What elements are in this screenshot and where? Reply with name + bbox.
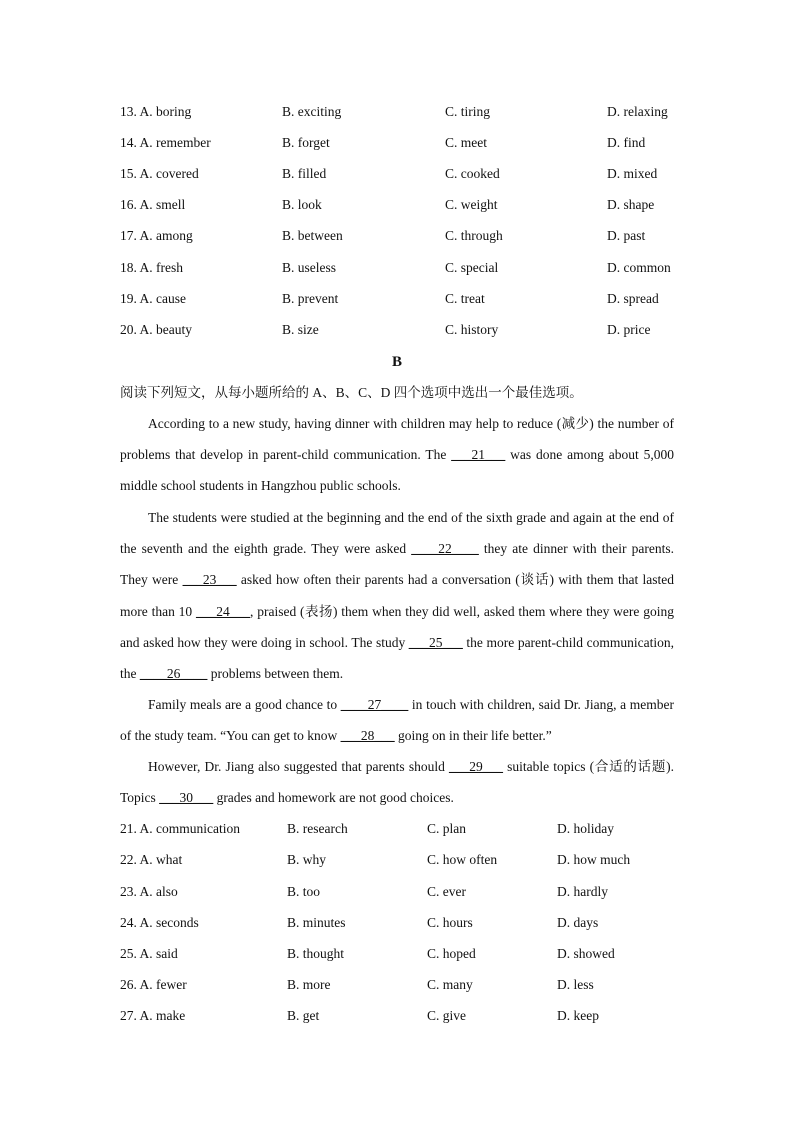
passage-paragraph-4 <box>120 751 674 813</box>
option-b: B. forget <box>282 135 330 150</box>
option-a: 19. A. cause <box>120 291 186 306</box>
section-title: B <box>391 354 402 370</box>
option-d: D. hardly <box>557 884 608 899</box>
option-c: C. weight <box>445 197 498 212</box>
option-d: D. shape <box>607 197 655 212</box>
option-d: D. holiday <box>557 821 614 836</box>
passage-paragraph-3 <box>120 689 674 751</box>
option-c: C. meet <box>445 135 487 150</box>
question-16-options <box>0 195 794 215</box>
option-d: D. relaxing <box>607 104 668 119</box>
blank-25: ___25___ <box>408 634 463 650</box>
question-13-options <box>0 102 794 122</box>
option-c: C. hours <box>427 915 473 930</box>
option-b: B. size <box>282 322 319 337</box>
option-c: C. tiring <box>445 104 491 119</box>
option-b: B. get <box>287 1008 320 1023</box>
option-d: D. less <box>557 977 594 992</box>
passage-text: The students were studied at the beginning and the end of the sixth grade and again at the end of the seventh and the eighth grade. They were asked <box>120 510 674 557</box>
section-instruction: 阅读下列短文，从每小题所给的 A、B、C、D 四个选项中选出一个最佳选项。 <box>120 385 583 400</box>
option-c: C. many <box>427 977 473 992</box>
option-a: 14. A. remember <box>120 135 211 150</box>
option-a: 16. A. smell <box>120 197 186 212</box>
option-d: D. how much <box>557 852 631 867</box>
question-15-options <box>0 164 794 184</box>
passage-text: was done among about 5,000 middle school students in Hangzhou public schools. <box>120 447 674 494</box>
option-a: 15. A. covered <box>120 166 199 181</box>
option-a: 18. A. fresh <box>120 260 183 275</box>
passage-text: Family meals are a good chance to <box>148 697 341 712</box>
passage-paragraph-2 <box>120 502 674 689</box>
blank-22: ____22____ <box>411 541 479 557</box>
option-b: B. exciting <box>282 104 342 119</box>
option-c: C. how often <box>427 852 498 867</box>
blank-21: ___21___ <box>451 447 506 463</box>
option-b: B. look <box>282 197 322 212</box>
blank-28: ___28___ <box>340 728 395 744</box>
option-a: 22. A. what <box>120 852 183 867</box>
option-d: D. price <box>607 322 651 337</box>
question-18-options <box>0 258 794 278</box>
question-25-options <box>0 944 794 964</box>
passage-paragraph-1 <box>120 408 674 502</box>
option-a: 23. A. also <box>120 884 178 899</box>
option-b: B. between <box>282 228 343 243</box>
option-d: D. mixed <box>607 166 658 181</box>
option-d: D. spread <box>607 291 659 306</box>
option-b: B. prevent <box>282 291 339 306</box>
passage-text: However, Dr. Jiang also suggested that parents should <box>148 759 449 774</box>
option-b: B. minutes <box>287 915 346 930</box>
passage-text: suitable topics (合适的话题). Topics <box>120 759 675 806</box>
option-c: C. treat <box>445 291 485 306</box>
option-b: B. more <box>287 977 331 992</box>
question-21-options <box>0 819 794 839</box>
blank-30: ___30___ <box>159 790 214 806</box>
passage-text: grades and homework are not good choices. <box>213 790 454 806</box>
question-23-options <box>0 882 794 902</box>
option-c: C. give <box>427 1008 466 1023</box>
question-27-options <box>0 1006 794 1026</box>
option-a: 24. A. seconds <box>120 915 199 930</box>
question-24-options <box>0 913 794 933</box>
option-a: 26. A. fewer <box>120 977 187 992</box>
passage-text: they ate dinner with their parents. They were <box>120 541 674 588</box>
passage-text: going on in their life better.” <box>394 728 552 744</box>
option-d: D. keep <box>557 1008 599 1023</box>
option-c: C. history <box>445 322 499 337</box>
option-d: D. days <box>557 915 599 930</box>
option-c: C. cooked <box>445 166 500 181</box>
passage-text: in touch with children, said Dr. Jiang, a member of the study team. “You can get to know <box>120 697 674 744</box>
passage-text: the more parent-child communication, the <box>120 634 674 682</box>
option-c: C. plan <box>427 821 466 836</box>
option-a: 13. A. boring <box>120 104 192 119</box>
option-b: B. too <box>287 884 321 899</box>
option-d: D. showed <box>557 946 615 961</box>
question-26-options <box>0 975 794 995</box>
passage-text: According to a new study, having dinner with children may help to reduce (减少) the number of problems that develop in parent-child communication. The <box>120 416 674 463</box>
option-a: 27. A. make <box>120 1008 186 1023</box>
option-c: C. through <box>445 228 503 243</box>
option-b: B. research <box>287 821 348 836</box>
option-c: C. hoped <box>427 946 476 961</box>
question-19-options <box>0 289 794 309</box>
blank-27: ____27____ <box>340 697 409 712</box>
option-c: C. ever <box>427 884 466 899</box>
option-d: D. find <box>607 135 646 150</box>
option-c: C. special <box>445 260 499 275</box>
blank-24: ___24___ <box>196 603 251 619</box>
option-a: 25. A. said <box>120 946 178 961</box>
option-b: B. useless <box>282 260 336 275</box>
option-b: B. filled <box>282 166 327 181</box>
option-a: 20. A. beauty <box>120 322 192 337</box>
passage-text: problems between them. <box>207 666 344 682</box>
option-b: B. thought <box>287 946 345 961</box>
passage-text: asked how often their parents had a conversation (谈话) with them that lasted more than 10 <box>120 572 674 619</box>
question-20-options <box>0 320 794 340</box>
blank-23: ___23___ <box>182 572 237 588</box>
option-a: 21. A. communication <box>120 821 240 836</box>
option-a: 17. A. among <box>120 228 193 243</box>
blank-29: ___29___ <box>448 759 503 774</box>
question-17-options <box>0 226 794 246</box>
blank-26: ____26____ <box>139 666 208 682</box>
option-d: D. common <box>607 260 671 275</box>
option-b: B. why <box>287 852 327 867</box>
question-22-options <box>0 850 794 870</box>
option-d: D. past <box>607 228 646 243</box>
question-14-options <box>0 133 794 153</box>
passage-text: , praised (表扬) them when they did well, asked them where they were going and asked how they were doing in school. The study <box>120 603 674 650</box>
